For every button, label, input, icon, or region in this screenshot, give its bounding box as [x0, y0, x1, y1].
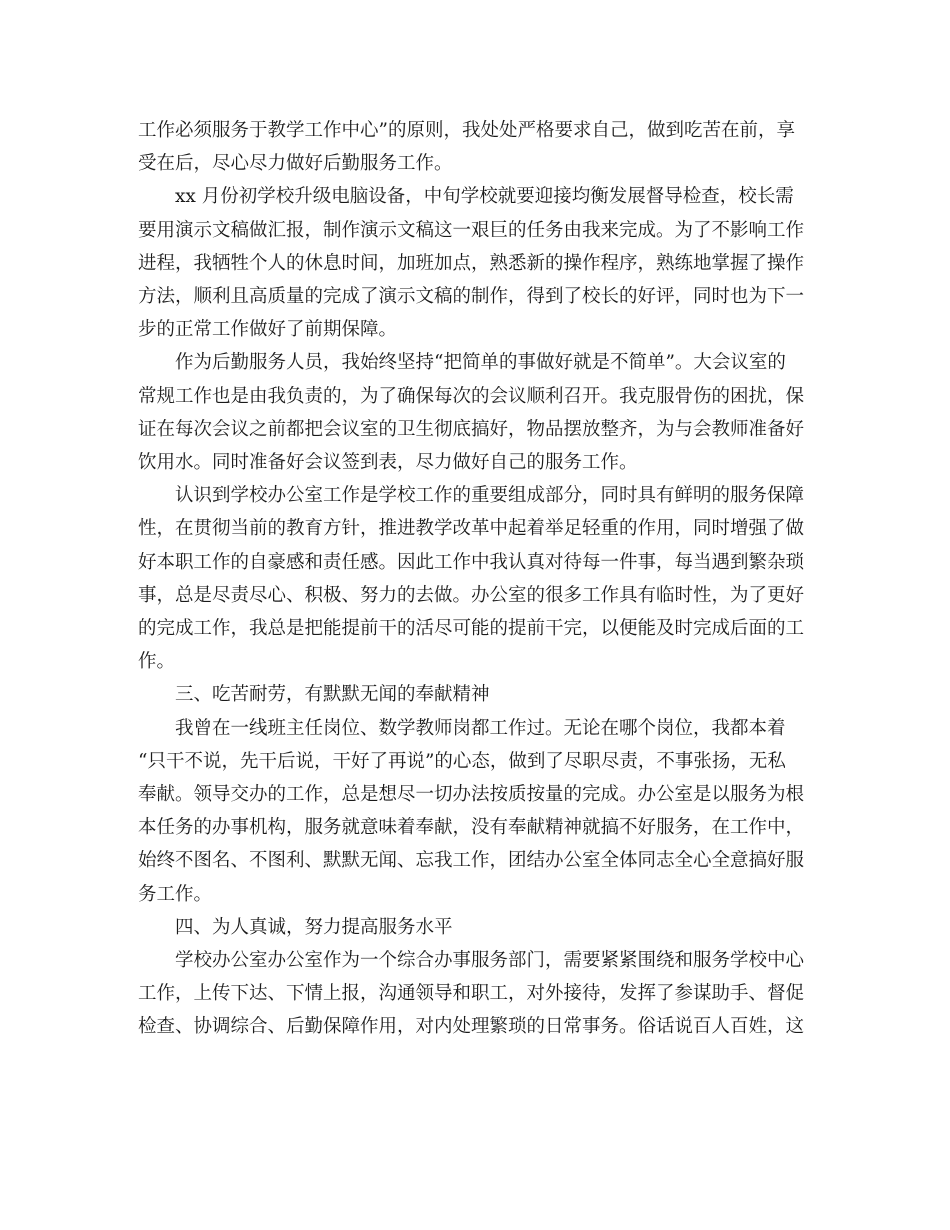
- paragraph-3: 作为后勤服务人员，我始终坚持“把简单的事做好就是不简单”。大会议室的 常规工作也是由我负责的，为了确保每次的会议顺利召开。我克服骨伤的困扰，保 证在每次会议之前都把会议室的卫生彻底搞好，物品摆放整齐，为与会教师准备好 饮用水。同时准备好会议签到表，尽力做好自己的服务工作。: [138, 352, 805, 474]
- paragraph-5: 我曾在一线班主任岗位、数学教师岗都工作过。无论在哪个岗位，我都本着 “只干不说，先干后说，干好了再说”的心态，做到了尽职尽责，不事张扬，无私 奉献。领导交办的工作，总是想尽一切办法按质按量的完成。办公室是以服务为根 本任务的办事机构，服务就意味着奉献，没有奉献精神就搞不好服务，在工作中， 始终不图名、不图利、默默无闻、忘我工作，团结办公室全体同志全心全意搞好服 务工作。: [138, 717, 805, 905]
- section-heading-4: 四、为人真诚，努力提高服务水平: [175, 916, 453, 938]
- document-body: [138, 114, 818, 1044]
- section-heading-3: 三、吃苦耐劳，有默默无闻的奉献精神: [175, 684, 490, 706]
- paragraph-6: 学校办公室办公室作为一个综合办事服务部门，需要紧紧围绕和服务学校中心 工作，上传下达、下情上报，沟通领导和职工，对外接待，发挥了参谋助手、督促 检查、协调综合、后勤保障作用，对内处理繁琐的日常事务。俗话说百人百姓，这: [138, 950, 805, 1038]
- paragraph-1: 工作必须服务于教学工作中心”的原则，我处处严格要求自己，做到吃苦在前，享 受在后，尽心尽力做好后勤服务工作。: [138, 120, 795, 175]
- paragraph-4: 认识到学校办公室工作是学校工作的重要组成部分，同时具有鲜明的服务保障 性，在贯彻当前的教育方针，推进教学改革中起着举足轻重的作用，同时增强了做 好本职工作的自豪感和责任感。因此工作中我认真对待每一件事，每当遇到繁杂琐 事，总是尽责尽心、积极、努力的去做。办公室的很多工作具有临时性，为了更好 的完成工作，我总是把能提前干的活尽可能的提前干完，以便能及时完成后面的工 作。: [138, 485, 805, 673]
- paragraph-2: xx 月份初学校升级电脑设备，中旬学校就要迎接均衡发展督导检查，校长需 要用演示文稿做汇报，制作演示文稿这一艰巨的任务由我来完成。为了不影响工作 进程，我牺牲个人的休息时间，加班加点，熟悉新的操作程序，熟练地掌握了操作 方法，顺利且高质量的完成了演示文稿的制作，得到了校长的好评，同时也为下一 步的正常工作做好了前期保障。: [138, 186, 805, 341]
